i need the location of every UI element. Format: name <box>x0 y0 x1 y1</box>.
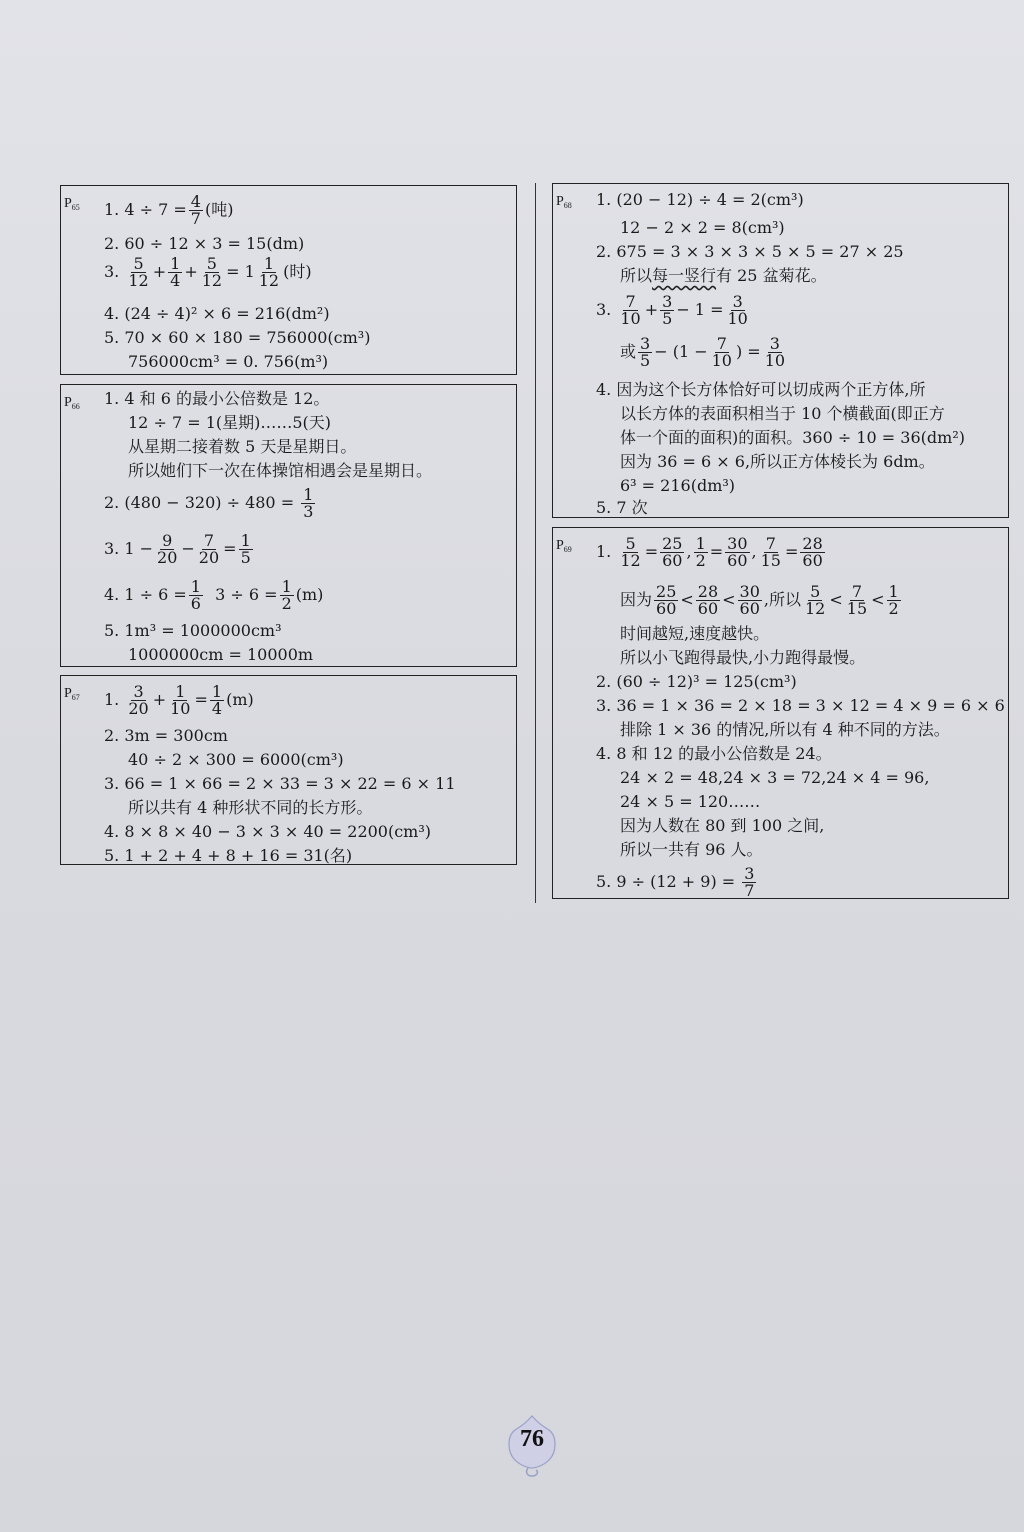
page-number-badge <box>501 1412 563 1480</box>
fraction: $\frac{5}{12}$ <box>201 254 223 290</box>
answer-line: 5. 1 + 2 + 4 + 8 + 16 = 31(名) <box>104 846 353 865</box>
answer-line: 40 ÷ 2 × 300 = 6000(cm³) <box>128 750 344 769</box>
answer-line: 所以每一竖行有 25 盆菊花。 <box>620 266 827 285</box>
fraction: $\frac{5}{12}$ <box>620 534 641 570</box>
fraction: $\frac{28}{60}$ <box>697 582 719 618</box>
answer-line: 4. 1 ÷ 6 = $\frac{1}{6}$ 3 ÷ 6 = $\frac{1}{2}$ (m) <box>104 577 324 613</box>
answer-line: 3. 1 − $\frac{9}{20}$ − $\frac{7}{20}$ = $\frac{1}{5}$ <box>104 531 251 567</box>
answer-line: 1. (20 − 12) ÷ 4 = 2(cm³) <box>596 190 804 209</box>
answer-box-p67 <box>60 675 517 865</box>
fraction: $\frac{1}{12}$ <box>258 254 280 290</box>
fraction: $\frac{25}{60}$ <box>662 534 683 570</box>
answer-box-p65 <box>60 185 517 375</box>
fraction: $\frac{1}{5}$ <box>240 531 251 567</box>
fraction: $\frac{7}{15}$ <box>760 534 781 570</box>
fraction: $\frac{3}{5}$ <box>662 292 673 328</box>
answer-line: 因为 $\frac{25}{60}$ < $\frac{28}{60}$ < $\frac{30}{60}$ ,所以 $\frac{5}{12}$ < $\frac{7}{15}$ < $\frac{1}{2}$ <box>620 582 899 618</box>
answer-line: 1. 4 和 6 的最小公倍数是 12。 <box>104 389 330 408</box>
answer-line: 12 − 2 × 2 = 8(cm³) <box>620 218 785 237</box>
answer-line: 2. 675 = 3 × 3 × 3 × 5 × 5 = 27 × 25 <box>596 242 904 261</box>
answer-line: 或 $\frac{3}{5}$ − (1 − $\frac{7}{10}$ ) = $\frac{3}{10}$ <box>620 334 786 370</box>
answer-box-p66 <box>60 384 517 667</box>
answer-line: 2. (60 ÷ 12)³ = 125(cm³) <box>596 672 797 691</box>
fraction: $\frac{3}{10}$ <box>727 292 748 328</box>
fraction: $\frac{1}{2}$ <box>888 582 899 618</box>
page-ref-tag: $P_{65}$ <box>64 196 80 212</box>
answer-line: 体一个面的面积)的面积。360 ÷ 10 = 36(dm²) <box>620 428 965 447</box>
answer-line: 5. 9 ÷ (12 + 9) = $\frac{3}{7}$ <box>596 864 755 900</box>
fraction: $\frac{30}{60}$ <box>727 534 748 570</box>
answer-line: 所以一共有 96 人。 <box>620 840 763 859</box>
answer-line: 排除 1 × 36 的情况,所以有 4 种不同的方法。 <box>620 720 950 739</box>
answer-line: 5. 7 次 <box>596 498 648 517</box>
answer-line: 因为 36 = 6 × 6,所以正方体棱长为 6dm。 <box>620 452 935 471</box>
answer-line: 6³ = 216(dm³) <box>620 476 736 495</box>
fraction: $\frac{5}{12}$ <box>805 582 826 618</box>
answer-line: 所以她们下一次在体操馆相遇会是星期日。 <box>128 461 433 480</box>
fraction: $\frac{1}{6}$ <box>190 577 201 613</box>
answer-line: 5. 70 × 60 × 180 = 756000(cm³) <box>104 328 371 347</box>
fraction: $\frac{7}{10}$ <box>711 334 732 370</box>
fraction: $\frac{25}{60}$ <box>656 582 677 618</box>
page-ref-tag: $P_{68}$ <box>556 194 572 210</box>
column-divider <box>535 183 536 903</box>
answer-line: 3. 36 = 1 × 36 = 2 × 18 = 3 × 12 = 4 × 9 = 6 × 6 <box>596 696 1005 715</box>
answer-line: 24 × 2 = 48,24 × 3 = 72,24 × 4 = 96, <box>620 768 930 787</box>
answer-line: 3. $\frac{5}{12}$ + $\frac{1}{4}$ + $\frac{5}{12}$ = 1 $\frac{1}{12}$ (时) <box>104 254 312 290</box>
fraction: $\frac{7}{20}$ <box>198 531 220 567</box>
answer-line: 3. $\frac{7}{10}$ + $\frac{3}{5}$ − 1 = $\frac{3}{10}$ <box>596 292 748 328</box>
fraction: $\frac{7}{10}$ <box>620 292 641 328</box>
answer-line: 5. 1m³ = 1000000cm³ <box>104 621 282 640</box>
answer-line: 12 ÷ 7 = 1(星期)……5(天) <box>128 413 332 432</box>
answer-line: 所以小飞跑得最快,小力跑得最慢。 <box>620 648 866 667</box>
fraction: $\frac{7}{15}$ <box>846 582 868 618</box>
fraction: $\frac{28}{60}$ <box>802 534 823 570</box>
page-ref-tag: $P_{67}$ <box>64 686 80 702</box>
answer-line: 1. 4 ÷ 7 = $\frac{4}{7}$ (吨) <box>104 192 234 228</box>
fraction: $\frac{1}{3}$ <box>303 485 314 521</box>
answer-line: 4. 因为这个长方体恰好可以切成两个正方体,所 <box>596 380 926 399</box>
fraction: $\frac{1}{10}$ <box>170 682 191 718</box>
answer-line: 756000cm³ = 0. 756(m³) <box>128 352 329 371</box>
fraction: $\frac{1}{2}$ <box>281 577 292 613</box>
fraction: $\frac{5}{12}$ <box>128 254 149 290</box>
fraction: $\frac{3}{20}$ <box>128 682 149 718</box>
answer-line: 以长方体的表面积相当于 10 个横截面(即正方 <box>620 404 945 423</box>
fraction: $\frac{9}{20}$ <box>157 531 178 567</box>
fraction: $\frac{3}{7}$ <box>744 864 755 900</box>
answer-line: 1. $\frac{3}{20}$ + $\frac{1}{10}$ = $\frac{1}{4}$ (m) <box>104 682 254 718</box>
answer-line: 2. 60 ÷ 12 × 3 = 15(dm) <box>104 234 305 253</box>
answer-box-p68 <box>552 183 1009 518</box>
fraction: $\frac{1}{4}$ <box>170 254 181 290</box>
answer-line: 时间越短,速度越快。 <box>620 624 770 643</box>
fraction: $\frac{1}{2}$ <box>695 534 706 570</box>
answer-line: 所以共有 4 种形状不同的长方形。 <box>128 798 373 817</box>
answer-line: 2. 3m = 300cm <box>104 726 228 745</box>
answer-line: 24 × 5 = 120…… <box>620 792 761 811</box>
answer-line: 从星期二接着数 5 天是星期日。 <box>128 437 357 456</box>
answer-line: 2. (480 − 320) ÷ 480 = $\frac{1}{3}$ <box>104 485 314 521</box>
answer-line: 1. $\frac{5}{12}$ = $\frac{25}{60}$ , $\frac{1}{2}$ = $\frac{30}{60}$ , $\frac{7}{15}$ = $\frac{28}{60}$ <box>596 534 823 570</box>
answer-box-p69 <box>552 527 1009 899</box>
fraction: $\frac{3}{10}$ <box>764 334 786 370</box>
answer-line: 4. (24 ÷ 4)² × 6 = 216(dm²) <box>104 304 330 323</box>
answer-line: 因为人数在 80 到 100 之间, <box>620 816 825 835</box>
answer-line: 4. 8 × 8 × 40 − 3 × 3 × 40 = 2200(cm³) <box>104 822 432 841</box>
answer-line: 4. 8 和 12 的最小公倍数是 24。 <box>596 744 832 763</box>
fraction: $\frac{4}{7}$ <box>190 192 201 228</box>
answer-line: 1000000cm = 10000m <box>128 645 314 664</box>
page-ref-tag: $P_{69}$ <box>556 538 572 554</box>
fraction: $\frac{30}{60}$ <box>739 582 760 618</box>
page-number: 76 <box>520 1426 544 1452</box>
fraction: $\frac{1}{4}$ <box>211 682 223 718</box>
fraction: $\frac{3}{5}$ <box>640 334 651 370</box>
answer-line: 3. 66 = 1 × 66 = 2 × 33 = 3 × 22 = 6 × 11 <box>104 774 456 793</box>
page-ref-tag: $P_{66}$ <box>64 395 80 411</box>
